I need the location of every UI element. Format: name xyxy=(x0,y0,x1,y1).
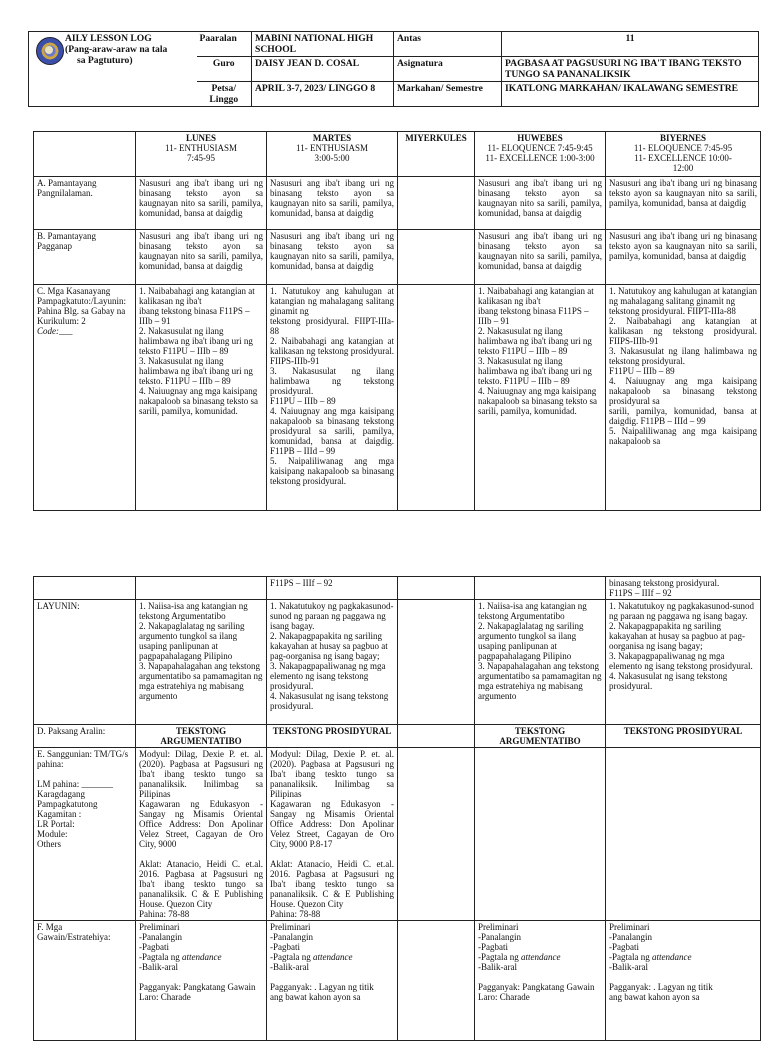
paksa-label: D. Paksang Aralin: xyxy=(34,725,136,748)
paksa-tuesday: TEKSTONG PROSIDYURAL xyxy=(267,725,398,748)
gawain-thursday: Preliminari -Panalangin -Pagbati -Pagtala ng attendance -Balik-aral Pagganyak: Pangkatang Gawain Laro: Charade xyxy=(475,921,606,1041)
guro-label: Guro xyxy=(197,57,252,82)
sanggunian-wednesday xyxy=(398,748,475,921)
petsa-label: Petsa/ Linggo xyxy=(197,82,252,107)
row-a-monday: Nasusuri ang iba't ibang uri ng binasang teksto ayon sa kaugnayan nito sa sarili, pamilya, komunidad, bansa at daigdig xyxy=(136,177,267,230)
day-friday: BIYERNES 11- ELOQUENCE 7:45-95 11- EXCELLENCE 10:00- 12:00 xyxy=(606,132,761,177)
row-c-tuesday: 1. Natutukoy ang kahulugan at katangian ng mahalagang salitang ginamit ng tekstong prosidyural. FIIPT-IIIa-88 2. Naibabahagi ang katangian at kalikasan ng tekstong prosidyural. FIIPS-IIIb-91 3. Nakasusulat ng ilang halimbawa ng tekstong prosidyural. F11PU – IIIb – 89 4. Naiuugnay ang mga kaisipang nakapaloob sa binasang tekstong prosidyural sa sarili, pamilya, komunidad, bansa at daigdig. F11PB – IIId – 99 5. Naipaliliwanag ang mga kaisipang nakapaloob sa binasang tekstong prosidyural. xyxy=(267,285,398,511)
guro-value: DAISY JEAN D. COSAL xyxy=(252,57,394,82)
row-pamantayang-pangnilalaman xyxy=(34,177,761,230)
row-c-wednesday xyxy=(398,285,475,511)
gawain-monday: Preliminari -Panalangin -Pagbati -Pagtala ng attendance -Balik-aral Pagganyak: Pangkatang Gawain Laro: Charade xyxy=(136,921,267,1041)
row-paksang-aralin xyxy=(34,725,761,748)
row-b-thursday: Nasusuri ang iba't ibang uri ng binasang teksto ayon sa kaugnayan nito sa sarili, pamilya, komunidad, bansa at daigdig xyxy=(475,230,606,285)
sanggunian-thursday xyxy=(475,748,606,921)
title-line1: AILY LESSON LOG xyxy=(65,33,152,44)
cont-wednesday xyxy=(398,577,475,600)
row-kasanayang-pampagkatuto xyxy=(34,285,761,511)
paksa-friday: TEKSTONG PROSIDYURAL xyxy=(606,725,761,748)
row-a-thursday: Nasusuri ang iba't ibang uri ng binasang teksto ayon sa kaugnayan nito sa sarili, pamilya, komunidad, bansa at daigdig xyxy=(475,177,606,230)
row-c-label: C. Mga Kasanayang Pampagkatuto:/Layunin: Pahina Blg. sa Gabay na Kurikulum: 2 Code:___ xyxy=(34,285,136,511)
paaralan-value: MABINI NATIONAL HIGH SCHOOL xyxy=(252,32,394,57)
gawain-friday: Preliminari -Panalangin -Pagbati -Pagtala ng attendance -Balik-aral Pagganyak: . Lagyan ng titik ang bawat kahon ayon sa xyxy=(606,921,761,1041)
row-c-monday: 1. Naibabahagi ang katangian at kalikasan ng iba't ibang tekstong binasa F11PS – IIIb – 91 2. Nakasusulat ng ilang halimbawa ng iba't ibang uri ng teksto F11PU – IIIb – 89 3. Nakasusulat ng ilang halimbawa ng iba't ibang uri ng teksto. F11PU – IIIb – 89 4. Naiuugnay ang mga kaisipang nakapaloob sa binasang teksto sa sarili, pamilya, komunidad. xyxy=(136,285,267,511)
layunin-tuesday: 1. Nakatutukoy ng pagkakasunod-sunod ng paraan ng paggawa ng isang bagay. 2. Nakapagpapakita ng sariling kakayahan at husay sa pagbuo at pag-oorganisa ng isang bagay; 3. Nakapagpapaliwanag ng mga elemento ng isang tekstong prosidyural. 4. Nakasusulat ng isang tekstong prosidyural. xyxy=(267,600,398,725)
sanggunian-monday: Modyul: Dilag, Dexie P. et. al. (2020). Pagbasa at Pagsusuri ng Iba't ibang teskto tungo sa pananaliksik. Inilimbag sa Pilipinas Kagawaran ng Edukasyon - Sangay ng Misamis Oriental Office Address: Don Apolinar Velez Street, Cagayan de Oro City, 9000 Aklat: Atanacio, Heidi C. et.al. 2016. Pagbasa at Pagsusuri ng Iba't ibang teskto tungo sa pananaliksik. C & E Publishing House. Quezon City Pahina: 78-88 xyxy=(136,748,267,921)
lesson-table-part1 xyxy=(33,131,761,511)
layunin-monday: 1. Naiisa-isa ang katangian ng tekstong Argumentatibo 2. Nakapaglalatag ng sariling argumento tungkol sa ilang usaping panlipunan at pagpapahalagang Pilipino 3. Napapahalagahan ang tekstong argumentatibo sa pamamagitan ng mga estratehiya ng mabisang argumento xyxy=(136,600,267,725)
header-table xyxy=(28,31,759,107)
day-thursday: HUWEBES 11- ELOQUENCE 7:45-9:45 11- EXCELLENCE 1:00-3:00 xyxy=(475,132,606,177)
cont-tuesday: F11PS – IIIf – 92 xyxy=(267,577,398,600)
sanggunian-tuesday: Modyul: Dilag, Dexie P. et. al. (2020). Pagbasa at Pagsusuri ng Iba't ibang teskto tungo sa pananaliksik. Inilimbag sa Pilipinas Kagawaran ng Edukasyon - Sangay ng Misamis Oriental Office Address: Don Apolinar Velez Street, Cagayan de Oro City, 9000 P.8-17 Aklat: Atanacio, Heidi C. et.al. 2016. Pagbasa at Pagsusuri ng Iba't ibang teskto tungo sa pananaliksik. C & E Publishing House. Quezon City Pahina: 78-88 xyxy=(267,748,398,921)
row-pamantayang-pagganap xyxy=(34,230,761,285)
sanggunian-friday xyxy=(606,748,761,921)
title-line2: (Pang-araw-araw na tala xyxy=(65,44,168,55)
cont-monday xyxy=(136,577,267,600)
asignatura-value: PAGBASA AT PAGSUSURI NG IBA'T IBANG TEKSTO TUNGO SA PANANALIKSIK xyxy=(502,57,759,82)
row-b-wednesday xyxy=(398,230,475,285)
layunin-thursday: 1. Naiisa-isa ang katangian ng tekstong Argumentatibo 2. Nakapaglalatag ng sariling argumento tungkol sa ilang usaping panlipunan at pagpapahalagang Pilipino 3. Napapahalagahan ang tekstong argumentatibo sa pamamagitan ng mga estratehiya ng mabisang argumento xyxy=(475,600,606,725)
markahan-value: IKATLONG MARKAHAN/ IKALAWANG SEMESTRE xyxy=(502,82,759,107)
row-b-tuesday: Nasusuri ang iba't ibang uri ng binasang teksto ayon sa kaugnayan nito sa sarili, pamilya, komunidad, bansa at daigdig xyxy=(267,230,398,285)
paaralan-label: Paaralan xyxy=(197,32,252,57)
row-b-label: B. Pamantayang Pagganap xyxy=(34,230,136,285)
row-gawain-estratehiya xyxy=(34,921,761,1041)
layunin-label: LAYUNIN: xyxy=(34,600,136,725)
asignatura-label: Asignatura xyxy=(394,57,502,82)
markahan-label: Markahan/ Semestre xyxy=(394,82,502,107)
row-a-wednesday xyxy=(398,177,475,230)
lesson-table-part2 xyxy=(33,576,761,1041)
gawain-tuesday: Preliminari -Panalangin -Pagbati -Pagtala ng attendance -Balik-aral Pagganyak: . Lagyan ng titik ang bawat kahon ayon sa xyxy=(267,921,398,1041)
day-wednesday: MIYERKULES xyxy=(398,132,475,177)
row-c-friday: 1. Natutukoy ang kahulugan at katangian ng mahalagang salitang ginamit ng tekstong prosidyural. FIIPT-IIIa-88 2. Naibabahagi ang katangian at kalikasan ng tekstong prosidyural. FIIPS-IIIb-91 3. Nakasusulat ng ilang halimbawa ng tekstong prosidyural. F11PU – IIIb – 89 4. Naiuugnay ang mga kaisipang nakapaloob sa binasang tekstong prosidyural sa sarili, pamilya, komunidad, bansa at daigdig. F11PB – IIId – 99 5. Naipaliliwanag ang mga kaisipang nakapaloob sa xyxy=(606,285,761,511)
gawain-label: F. Mga Gawain/Estratehiya: xyxy=(34,921,136,1041)
cont-thursday xyxy=(475,577,606,600)
row-b-friday: Nasusuri ang iba't ibang uri ng binasang teksto ayon sa kaugnayan nito sa sarili, pamilya, komunidad, bansa at daigdig xyxy=(606,230,761,285)
gawain-wednesday xyxy=(398,921,475,1041)
antas-label: Antas xyxy=(394,32,502,57)
row-layunin xyxy=(34,600,761,725)
row-continuation xyxy=(34,577,761,600)
paksa-wednesday xyxy=(398,725,475,748)
antas-value: 11 xyxy=(502,32,759,57)
row-c-thursday: 1. Naibabahagi ang katangian at kalikasan ng iba't ibang tekstong binasa F11PS – IIIb – 91 2. Nakasusulat ng ilang halimbawa ng iba't ibang uri ng teksto F11PU – IIIb – 89 3. Nakasusulat ng ilang halimbawa ng iba't ibang uri ng teksto. F11PU – IIIb – 89 4. Naiuugnay ang mga kaisipang nakapaloob sa binasang teksto sa sarili, pamilya, komunidad. xyxy=(475,285,606,511)
row-a-label: A. Pamantayang Pangnilalaman. xyxy=(34,177,136,230)
paksa-thursday: TEKSTONG ARGUMENTATIBO xyxy=(475,725,606,748)
sanggunian-label: E. Sanggunian: TM/TG/s pahina: LM pahina: _______ Karagdagang Pampagkatutong Kagamitan : LR Portal: Module: Others xyxy=(34,748,136,921)
cont-friday: binasang tekstong prosidyural. F11PS – IIIf – 92 xyxy=(606,577,761,600)
paksa-monday: TEKSTONG ARGUMENTATIBO xyxy=(136,725,267,748)
days-header-row xyxy=(34,132,761,177)
cont-label xyxy=(34,577,136,600)
row-sanggunian xyxy=(34,748,761,921)
title-line3: sa Pagtuturo) xyxy=(77,55,133,66)
deped-seal-logo xyxy=(36,37,64,65)
row-b-monday: Nasusuri ang iba't ibang uri ng binasang teksto ayon sa kaugnayan nito sa sarili, pamilya, komunidad, bansa at daigdig xyxy=(136,230,267,285)
petsa-value: APRIL 3-7, 2023/ LINGGO 8 xyxy=(252,82,394,107)
row-a-tuesday: Nasusuri ang iba't ibang uri ng binasang teksto ayon sa kaugnayan nito sa sarili, pamilya, komunidad, bansa at daigdig xyxy=(267,177,398,230)
layunin-friday: 1. Nakatutukoy ng pagkakasunod-sunod ng paraan ng paggawa ng isang bagay. 2. Nakapagpapakita ng sariling kakayahan at husay sa pagbuo at pag-oorganisa ng isang bagay; 3. Nakapagpapaliwanag ng mga elemento ng isang tekstong prosidyural. 4. Nakasusulat ng isang tekstong prosidyural. xyxy=(606,600,761,725)
layunin-wednesday xyxy=(398,600,475,725)
row-a-friday: Nasusuri ang iba't ibang uri ng binasang teksto ayon sa kaugnayan nito sa sarili, pamilya, komunidad, bansa at daigdig xyxy=(606,177,761,230)
day-tuesday: MARTES 11- ENTHUSIASM 3:00-5:00 xyxy=(267,132,398,177)
day-monday: LUNES 11- ENTHUSIASM 7:45-95 xyxy=(136,132,267,177)
days-corner-cell xyxy=(34,132,136,177)
